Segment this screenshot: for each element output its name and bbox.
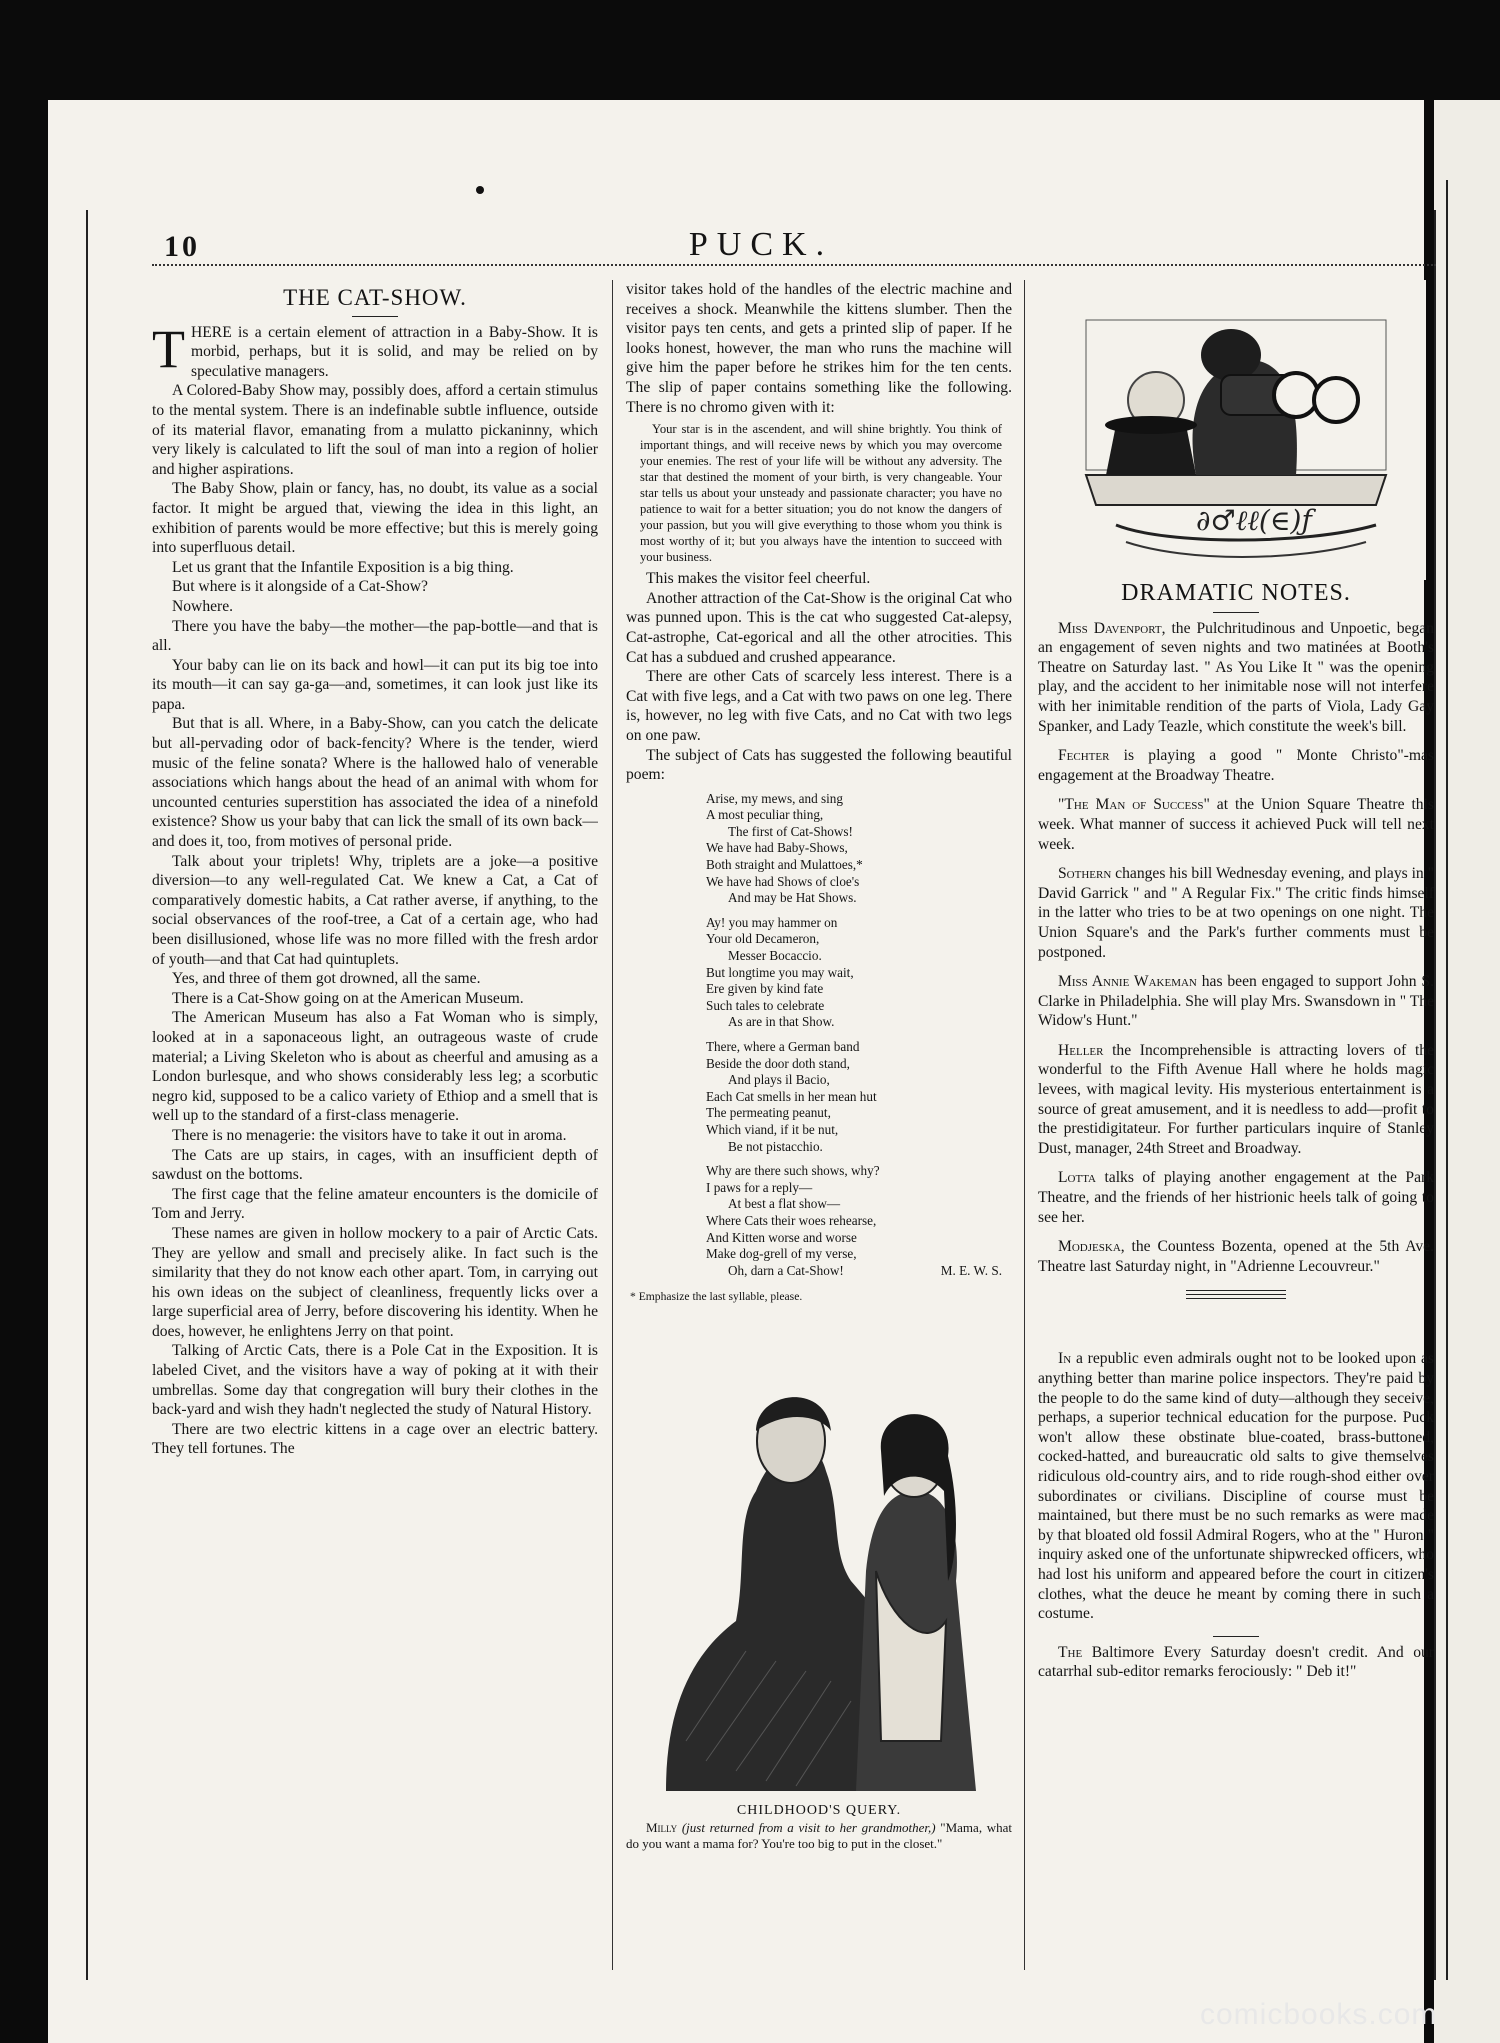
paragraph: The first cage that the feline amateur encounters is the domicile of Tom and Jerry. <box>152 1185 598 1223</box>
paragraph: But that is all. Where, in a Baby-Show, can you catch the delicate but all-pervading odor of back-fencity? Where is the tender, wierd music of the feline sonata? Where is the hallowed halo of venerable associations which hangs about the head of an animal with whom for uncounted centuries superstition has associated the idea of a ninefold existence? Show us your baby that can lick the small of its own back—and does it, too, from motives of personal pride. <box>152 715 598 851</box>
poem-signature: M. E. W. S. <box>940 1262 1002 1278</box>
column-rule <box>612 280 613 1970</box>
paragraph: There you have the baby—the mother—the pap-bottle—and that is all. <box>152 617 598 655</box>
masthead: PUCK. <box>688 226 834 263</box>
title-rule <box>1213 612 1259 613</box>
paragraph: Yes, and three of them got drowned, all the same. <box>172 970 481 988</box>
article-title: THE CAT-SHOW. <box>283 285 467 310</box>
paragraph: Let us grant that the Infantile Exposition is a big thing. <box>172 558 514 576</box>
column-rule <box>1024 280 1025 1970</box>
paragraph: Talk about your triplets! Why, triplets are a joke—a positive diversion—to any well-regulated Cat. We knew a Cat, a Cat of comparatively domestic habits, a Cat rather averse, if anything, to the social observances of the roof-tree, a Cat of a certain age, who had been disillusioned, whose life was no more filled with the fresh ardor of youth—and that Cat had quintuplets. <box>152 852 598 968</box>
dramatic-note: Miss Davenport, the Pulchritudinous and Unpoetic, began an engagement of seven nights and two matinées at Booth's Theatre on Saturday last. " As You Like It " was the opening play, and the accident to her inimitable nose will not interfere with her inimitable rendition of the parts of Viola, Lady Gay Spanker, and Lady Teazle, which constitute the week's bill. <box>1038 619 1434 735</box>
paragraph: Nowhere. <box>172 597 234 615</box>
dramatic-note: Lotta talks of playing another engagement at the Park Theatre, and the friends of her histrionic heels talk of going to see her. <box>1038 1169 1434 1226</box>
poem-stanza: Arise, my mews, and sing A most peculiar thing, The first of Cat-Shows! We have had Baby-Shows, Both straight and Mulattoes,* We have had Shows of cloe's And may be Hat Shows. <box>706 790 863 906</box>
paragraph: This makes the visitor feel cheerful. <box>646 570 871 588</box>
illustration-caption: CHILDHOOD'S QUERY. <box>736 1802 902 1818</box>
paragraph: The Baby Show, plain or fancy, has, no doubt, its value as a social factor. It might be argued that, viewing the idea in this light, an exhibition of parents would be more effective; but this is merely going into superfluous detail. <box>152 480 598 557</box>
paragraph: But where is it alongside of a Cat-Show? <box>172 578 428 596</box>
paragraph: The American Museum has also a Fat Woman who is simply, looked at in a saponaceous light, an outrageous waste of crude material; a Living Skeleton who is about as cheerful and amusing as a London burlesque, and who shows considerably less leg; a scorbutic negro kid, supposed to be a calico variety of Ethiop and a smell that is well up to the standard of a first-class menagerie. <box>152 1009 598 1125</box>
paragraph: These names are given in hollow mockery to a pair of Arctic Cats. They are yellow and small and precisely alike. In fact such is the similarity that they do not know each other apart. Tom, in carrying out his own ideas on the subject of cleanliness, frequently licks over a large superficial area of Jerry, before discovering his identity. When he does, however, he enlightens Jerry on that point. <box>152 1224 598 1340</box>
baltimore-paragraph: The Baltimore Every Saturday doesn't credit. And our catarrhal sub-editor remarks ferociously: " Deb it!" <box>1038 1643 1434 1681</box>
paragraph: Talking of Arctic Cats, there is a Pole Cat in the Exposition. It is labeled Civet, and the visitors have a way of poking at it with their umbrellas. Some day that congregation will bury their clothes in the back-yard and wish they hadn't neglected the study of Natural History. <box>152 1342 598 1419</box>
paragraph: Your baby can lie on its back and howl—it can put its big toe into its mouth—it can say ga-ga—and, sometimes, it can look just like its papa. <box>152 656 598 713</box>
dramatic-note: "The Man of Success" at the Union Square Theatre this week. What manner of success it achieved Puck will tell next week. <box>1038 796 1434 853</box>
paragraph: There are two electric kittens in a cage over an electric battery. They tell fortunes. The <box>152 1420 598 1458</box>
caption-text: Milly (just returned from a visit to her grandmother,) "Mama, what do you want a mama for? You're too big to put in the closet." <box>626 1820 1012 1852</box>
dramatic-note: Sothern changes his bill Wednesday evening, and plays in " David Garrick " and " A Regular Fix." The critic finds himself in the latter who tries to be at two openings on one night. The Union Square's and the Park's further comments must be postponed. <box>1038 865 1434 961</box>
paragraph: There are other Cats of scarcely less interest. There is a Cat with five legs, and a Cat with two paws on one leg. There is, however, no leg with five Cats, and no Cat with two legs on one paw. <box>626 668 1012 744</box>
poem <box>706 791 1012 1280</box>
section-divider <box>1186 1290 1286 1299</box>
ink-dot <box>476 186 484 194</box>
drop-cap: T <box>152 318 185 379</box>
column-2 <box>626 280 1012 1970</box>
watermark: comicbooks.com <box>1200 1998 1438 2031</box>
header-rule <box>152 264 1436 266</box>
paragraph: There is no menagerie: the visitors have to take it out in aroma. <box>172 1126 567 1144</box>
dramatic-note: Heller the Incomprehensible is attracting lovers of the wonderful to the Fifth Avenue Hall where he holds magic levees, with magical levity. His mysterious entertainment is a source of great amusement, and it is needless to add—profit to the prestidigitateur. For further particulars inquire of Stanley Dust, manager, 24th Street and Broadway. <box>1038 1041 1434 1157</box>
admirals-paragraph: In a republic even admirals ought not to be looked upon as anything better than marine police inspectors. They're paid by the people to do the same kind of duty—although they seceive, perhaps, a superior technical education for the purpose. Puck won't allow these obstinate blue-coated, brass-buttoned, cocked-hatted, and bureaucratic old salts to give themselves ridiculous old-country airs, and to ride rough-shod either over subordinates or civilians. Discipline of course must be maintained, but there must be no such remarks as were made by that bloated old fossil Admiral Rogers, who at the " Huron " inquiry asked one of the unfortunate shipwrecked officers, who had lost his uniform and appeared before the court in citizen's clothes, what the deuce he meant by coming there in such a costume. <box>1038 1350 1434 1623</box>
dramatic-note: Modjeska, the Countess Bozenta, opened at the 5th Ave. Theatre last Saturday night, in "Adrienne Lecouvreur." <box>1038 1238 1434 1275</box>
next-page-edge <box>1434 100 1500 2043</box>
paragraph: visitor takes hold of the handles of the electric machine and receives a shock. Meanwhile the kittens slumber. Then the visitor pays ten cents, and gets a printed slip of paper. If he looks honest, however, the man who runs the machine will give him the paper before he strikes him for the ten cents. The slip of paper contains something like the following. There is no chromo given with it: <box>626 281 1012 416</box>
frame-rule-left <box>86 210 88 1980</box>
svg-text:∂♂ℓℓ(∈)ƒ: ∂♂ℓℓ(∈)ƒ <box>1196 504 1312 537</box>
column-3 <box>1038 280 1434 1970</box>
page-header <box>86 210 1436 262</box>
frame-rule-right <box>1434 210 1436 1980</box>
paragraph: There is a Cat-Show going on at the American Museum. <box>172 989 524 1007</box>
page-number: 10 <box>164 230 200 263</box>
poem-stanza: There, where a German band Beside the door doth stand, And plays il Bacio, Each Cat smells in her mean hut The permeating peanut, Which viand, if it be nut, Be not pistacchio. <box>706 1039 877 1154</box>
dramatic-note: Fechter is playing a good " Monte Christo"-mas engagement at the Broadway Theatre. <box>1038 747 1434 784</box>
fortune-slip: Your star is in the ascendent, and will shine brightly. You think of important things, and will receive news by which you may overcome your enemies. The rest of your life will be without any adversity. The star that destined the moment of your birth, is very changeable. Your star tells us about your unsteady and passionate character; you have no patience to wait for a better situation; you do not know the dangers of your passion, but you will give everything to those whom you think is most worthy of it; but you always have the intention to succeed with your business. <box>640 422 1002 565</box>
lead-paragraph: THERE is a certain element of attraction in a Baby-Show. It is morbid, perhaps, but it is solid, and may be relied on by speculative managers. <box>152 318 598 380</box>
title-rule <box>352 316 398 317</box>
paragraph: Another attraction of the Cat-Show is the original Cat who was punned upon. This is the cat who suggested Cat-alepsy, Cat-astrophe, Cat-egorical and all the other atrocities. This Cat has a subdued and crushed appearance. <box>626 589 1012 666</box>
poem-stanza: Ay! you may hammer on Your old Decameron, Messer Bocaccio. But longtime you may wait, Ere given by kind fate Such tales to celebrate As are in that Show. <box>706 914 854 1030</box>
column-1 <box>152 280 598 1970</box>
dramatic-note: Miss Annie Wakeman has been engaged to support John S. Clarke in Philadelphia. She will play Mrs. Swansdown in " The Widow's Hunt." <box>1038 973 1434 1030</box>
item-rule <box>1213 1636 1259 1637</box>
footnote: * Emphasize the last syllable, please. <box>630 1290 803 1304</box>
newspaper-page <box>86 210 1436 1980</box>
childhood-illustration <box>626 1321 1006 1791</box>
paragraph: The Cats are up stairs, in cages, with an insufficient depth of sawdust on the bottoms. <box>152 1146 598 1184</box>
opera-glasses-illustration <box>1046 280 1426 580</box>
section-title: DRAMATIC NOTES. <box>1121 580 1351 606</box>
paragraph: A Colored-Baby Show may, possibly does, afford a certain stimulus to the mental system. There is an indefinable subtle influence, outside of its material flavor, emanating from a mulatto pickaninny, which very likely is calculated to lift the soul of man into a region of holier and higher aspirations. <box>152 382 598 478</box>
poem-stanza: Why are there such shows, why? I paws for a reply— At best a flat show— Where Cats their woes rehearse, And Kitten worse and worse Make dog-grell of my verse, Oh, darn a Cat-Show! M. E. W. S. <box>706 1163 1002 1278</box>
paragraph: The subject of Cats has suggested the following beautiful poem: <box>626 746 1012 784</box>
